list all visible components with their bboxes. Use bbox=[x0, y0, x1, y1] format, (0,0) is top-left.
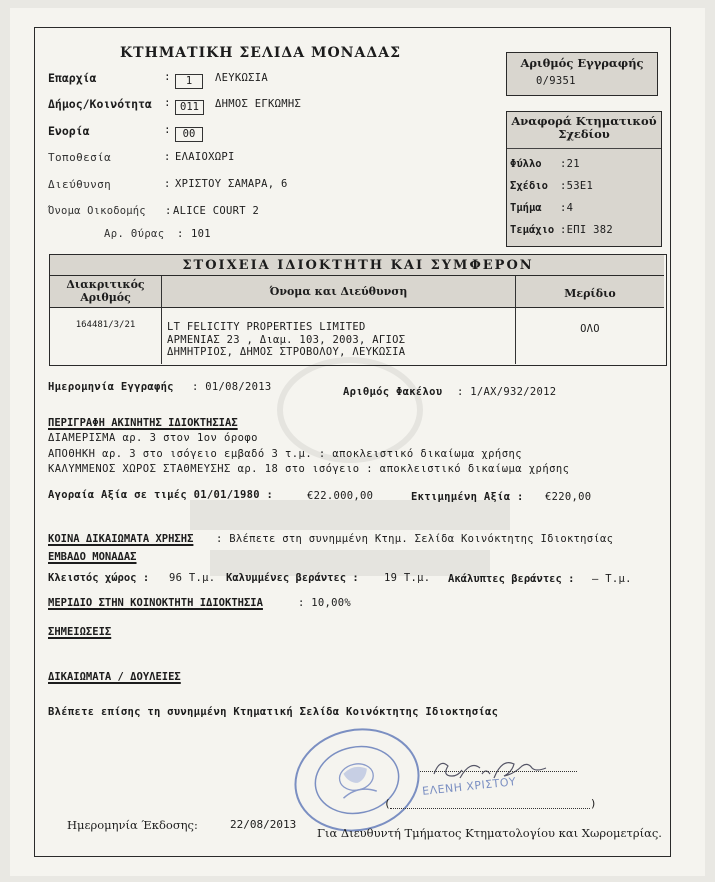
registration-number: 0/9351 bbox=[536, 75, 576, 87]
area-closed-value: 96 Τ.μ. bbox=[169, 572, 216, 584]
field-value-oikodomi: ALICE COURT 2 bbox=[173, 205, 260, 217]
reg-date-value: : 01/08/2013 bbox=[192, 381, 272, 393]
common-share-value: : 10,00% bbox=[298, 597, 351, 609]
field-label-thyra: Αρ. Θύρας bbox=[104, 228, 165, 240]
plan-label-tmima: Τμήμα bbox=[510, 202, 542, 214]
field-code-eparchia: 1 bbox=[175, 74, 203, 89]
market-value: €22.000,00 bbox=[307, 490, 374, 502]
field-colon: : bbox=[164, 151, 171, 163]
watermark-emblem bbox=[150, 330, 550, 630]
plan-reference-title: Αναφορά Κτηματικού Σχεδίου bbox=[511, 114, 657, 141]
area-closed-label: Κλειστός χώρος : bbox=[48, 572, 150, 584]
field-label-eparchia: Επαρχία bbox=[48, 71, 97, 85]
file-no-label: Αριθμός Φακέλου bbox=[343, 386, 443, 398]
stamp-name: ΕΛΕΝΗ ΧΡΙΣΤΟΥ bbox=[421, 775, 517, 798]
owner-address-line2: ΔΗΜΗΤΡΙΟΣ, ΔΗΜΟΣ ΣΤΡΟΒΟΛΟΥ, ΛΕΥΚΩΣΙΑ bbox=[167, 346, 406, 358]
field-label-topothesia: Τοποθεσία bbox=[48, 151, 112, 164]
field-label-dieuthynsi: Διεύθυνση bbox=[48, 178, 112, 191]
field-code-dimos: 011 bbox=[175, 100, 204, 115]
rights-text: Βλέπετε επίσης τη συνημμένη Κτηματική Σελίδα Κοινόκτητης Ιδιοκτησίας bbox=[48, 706, 499, 718]
reg-date-label: Ημερομηνία Εγγραφής bbox=[48, 381, 174, 393]
owners-table-title: ΣΤΟΙΧΕΙΑ ΙΔΙΟΚΤΗΤΗ ΚΑΙ ΣΥΜΦΕΡΟΝ bbox=[182, 258, 534, 273]
col-header-share: Μερίδιο bbox=[564, 287, 616, 300]
estimated-value-label: Εκτιμημένη Αξία : bbox=[411, 491, 524, 503]
owner-id: 164481/3/21 bbox=[75, 320, 136, 330]
plan-value-fyllo: :21 bbox=[560, 158, 580, 170]
common-rights-label: ΚΟΙΝΑ ΔΙΚΑΙΩΜΑΤΑ ΧΡΗΣΗΣ bbox=[48, 533, 194, 545]
field-label-dimos: Δήμος/Κοινότητα bbox=[48, 97, 152, 111]
plan-value-schedio: :53E1 bbox=[560, 180, 594, 192]
plan-label-temaxio: Τεμάχιο bbox=[510, 224, 555, 236]
plan-label-schedio: Σχέδιο bbox=[510, 180, 548, 192]
common-rights-value: : Βλέπετε στη συνημμένη Κτημ. Σελίδα Κοινόκτητης Ιδιοκτησίας bbox=[216, 533, 614, 545]
signature-icon bbox=[430, 752, 560, 788]
plan-value-tmima: :4 bbox=[560, 202, 574, 214]
field-label-enoria: Ενορία bbox=[48, 124, 90, 138]
description-line: ΑΠΟΘΗΚΗ αρ. 3 στο ισόγειο εμβαδό 3 τ.μ. : αποκλειστικό δικαίωμα χρήσης bbox=[48, 448, 523, 460]
field-colon: : bbox=[164, 178, 171, 190]
field-colon: : bbox=[164, 96, 171, 109]
area-covered-value: 19 Τ.μ. bbox=[384, 572, 431, 584]
field-colon: : bbox=[164, 123, 171, 136]
owner-share: ΟΛΟ bbox=[580, 323, 600, 335]
field-colon: : bbox=[177, 228, 184, 240]
field-label-oikodomi: Όνομα Οικοδομής bbox=[48, 205, 146, 217]
common-share-label: ΜΕΡΙΔΙΟ ΣΤΗΝ ΚΟΙΝΟΚΤΗΤΗ ΙΔΙΟΚΤΗΣΙΑ bbox=[48, 597, 263, 609]
signature-line bbox=[420, 771, 577, 772]
official-seal-icon bbox=[290, 725, 425, 835]
field-value-thyra: 101 bbox=[191, 228, 211, 240]
owner-name: LT FELICITY PROPERTIES LIMITED bbox=[167, 321, 366, 333]
bracket-open: ( bbox=[384, 797, 391, 810]
area-covered-label: Καλυμμένες βεράντες : bbox=[226, 572, 359, 584]
issue-date-label: Ημερομηνία Έκδοσης: bbox=[67, 818, 198, 832]
area-uncovered-label: Ακάλυπτες βεράντες : bbox=[448, 573, 575, 585]
page-title: ΚΤΗΜΑΤΙΚΗ ΣΕΛΙΔΑ ΜΟΝΑΔΑΣ bbox=[120, 45, 401, 61]
bracket-close: ) bbox=[590, 797, 597, 810]
col-header-name: Όνομα και Διεύθυνση bbox=[269, 285, 408, 298]
description-title: ΠΕΡΙΓΡΑΦΗ ΑΚΙΝΗΤΗΣ ΙΔΙΟΚΤΗΣΙΑΣ bbox=[48, 417, 238, 429]
owner-address-line1: ΑΡΜΕΝΙΑΣ 23 , Διαμ. 103, 2003, ΑΓΙΟΣ bbox=[167, 334, 406, 346]
description-line: ΔΙΑΜΕΡΙΣΜΑ αρ. 3 στον 1ον όροφο bbox=[48, 432, 258, 444]
area-title: ΕΜΒΑΔΟ ΜΟΝΑΔΑΣ bbox=[48, 551, 137, 563]
plan-label-fyllo: Φύλλο bbox=[510, 158, 542, 170]
col-header-id: Διακριτικός Αριθμός bbox=[66, 278, 145, 304]
area-uncovered-value: — Τ.μ. bbox=[592, 573, 632, 585]
field-value-dieuthynsi: ΧΡΙΣΤΟΥ ΣΑΜΑΡΑ, 6 bbox=[175, 178, 288, 190]
notes-title: ΣΗΜΕΙΩΣΕΙΣ bbox=[48, 626, 112, 638]
name-line bbox=[390, 808, 590, 809]
field-colon: : bbox=[165, 205, 172, 217]
field-value-dimos: ΔΗΜΟΣ ΕΓΚΩΜΗΣ bbox=[215, 98, 302, 110]
plan-value-temaxio: :ΕΠΙ 382 bbox=[560, 224, 613, 236]
description-line: ΚΑΛΥΜΜΕΝΟΣ ΧΩΡΟΣ ΣΤΑΘΜΕΥΣΗΣ αρ. 18 στο ισόγειο : αποκλειστικό δικαίωμα χρήσης bbox=[48, 463, 570, 475]
signatory-text: Για Διευθυντή Τμήματος Κτηματολογίου και Χωρομετρίας. bbox=[317, 826, 662, 840]
field-colon: : bbox=[164, 70, 171, 83]
file-no-value: : 1/ΑΧ/932/2012 bbox=[457, 386, 557, 398]
issue-date-value: 22/08/2013 bbox=[230, 818, 297, 831]
field-value-topothesia: ΕΛΑΙΟΧΩΡΙ bbox=[175, 151, 235, 163]
registration-label: Αριθμός Εγγραφής bbox=[520, 56, 644, 70]
estimated-value: €220,00 bbox=[545, 491, 592, 503]
field-code-enoria: 00 bbox=[175, 127, 203, 142]
market-value-label: Αγοραία Αξία σε τιμές 01/01/1980 : bbox=[48, 489, 274, 501]
field-value-eparchia: ΛΕΥΚΩΣΙΑ bbox=[215, 72, 268, 84]
rights-title: ΔΙΚΑΙΩΜΑΤΑ / ΔΟΥΛΕΙΕΣ bbox=[48, 671, 181, 683]
